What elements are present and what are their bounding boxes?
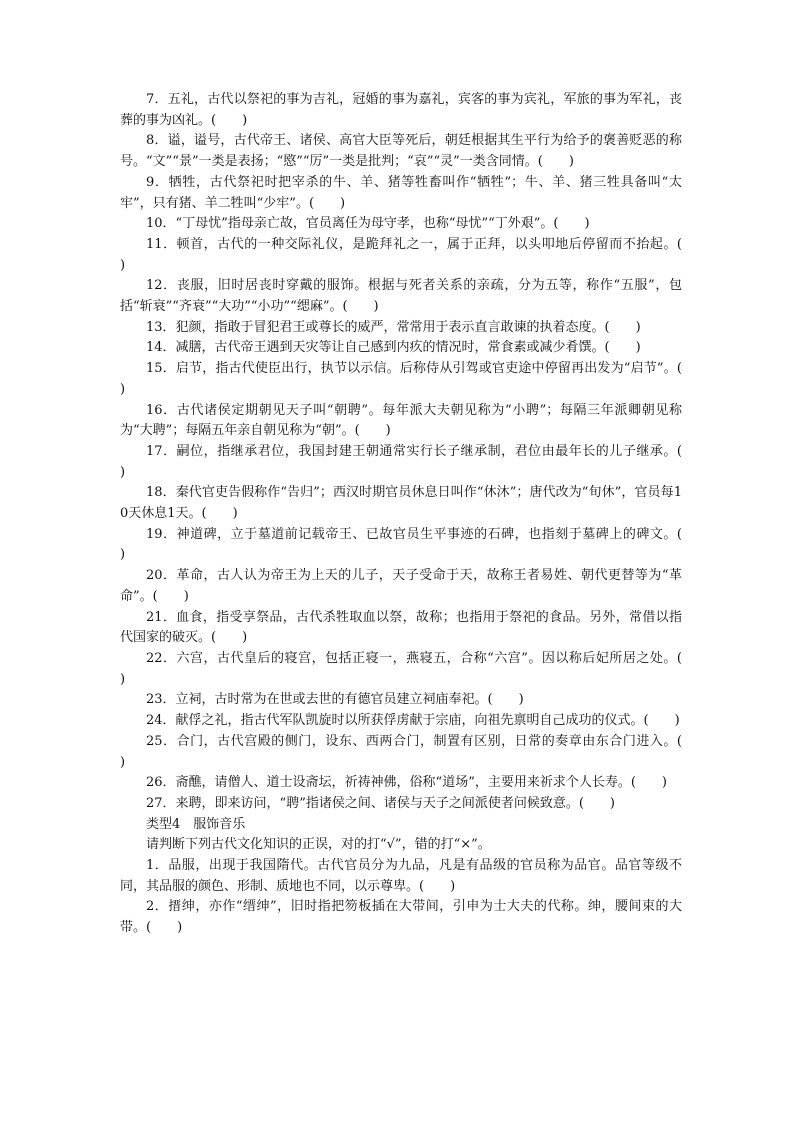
item-25-gemen: 25．合门，古代宫殿的侧门，设东、西两合门，制置有区别，日常的奏章由东合门进入。( ) [120,733,709,770]
item-8-shi: 8．谥，谥号，古代帝王、诸侯、高官大臣等死后，朝廷根据其生平行为给予的褒善贬恶的称号。“文”“景”一类是表扬；“愍”“厉”一类是批判；“哀”“灵”一类含同情。( ) [120,133,682,170]
item-21-xueshi: 21．血食，指受享祭品，古代杀牲取血以祭，故称；也指用于祭祀的食品。另外，常借以指代国家的破灭。( ) [120,609,682,646]
item-1-pinfu: 1．品服，出现于我国隋代。古代官员分为九品，凡是有品级的官员称为品官。品官等级不同，其品服的颜色、形制、质地也不同，以示尊卑。( ) [120,858,682,894]
item-2-jinshen: 2．搢绅，亦作“缙绅”，旧时指把笏板插在大带间，引申为士大夫的代称。绅，腰间束的大带。( ) [120,899,682,936]
item-14-jianshan: 14．减膳，古代帝王遇到天灾等让自己感到内疚的情况时，常食素或减少肴馔。( ) [146,340,641,356]
item-18-gaogui: 18．秦代官吏告假称作“告归”；西汉时期官员休息日叫作“休沐”；唐代改为“旬休”，官员每10天休息1天。( ) [120,485,682,522]
item-17-siwei: 17．嗣位，指继承君位，我国封建王朝通常实行长子继承制，君位由最年长的儿子继承。( ) [120,443,709,480]
item-10-dingmuyou: 10．“丁母忧”指母亲亡故，官员离任为母守孝，也称“母忧”“丁外艰”。( ) [146,216,590,232]
item-7-wuli: 7．五礼，古代以祭祀的事为吉礼，冠婚的事为嘉礼，宾客的事为宾礼，军旅的事为军礼，丧葬的事为凶礼。( ) [120,92,682,128]
item-24-xianfu: 24．献俘之礼，指古代军队凯旋时以所获俘虏献于宗庙，向祖先禀明自己成功的仪式。( ) [146,713,680,729]
item-13-fanyan: 13．犯颜，指敢于冒犯君王或尊长的威严，常常用于表示直言敢谏的执着态度。( ) [146,319,641,335]
item-12-sangfu: 12．丧服，旧时居丧时穿戴的服饰。根据与死者关系的亲疏，分为五等，称作“五服”，包括“斩衰”“齐衰”“大功”“小功”“缌麻”。( ) [120,278,682,315]
item-23-lici: 23．立祠，古时常为在世或去世的有德官员建立祠庙奉祀。( ) [146,692,524,708]
section-instruction: 请判断下列古代文化知识的正误，对的打“√”，错的打“×”。 [146,837,491,853]
item-9-xisheng: 9．牺牲，古代祭祀时把宰杀的牛、羊、猪等牲畜叫作“牺牲”；牛、羊、猪三牲具备叫“太牢”，只有猪、羊二牲叫“少牢”。( ) [120,174,682,211]
item-22-liugong: 22．六宫，古代皇后的寝宫，包括正寝一，燕寝五，合称“六宫”。因以称后妃所居之处。( ) [120,650,709,687]
document-page [120,90,709,939]
item-26-zhaijiao: 26．斋醮，请僧人、道士设斋坛，祈祷神佛，俗称“道场”，主要用来祈求个人长寿。( ) [146,775,667,791]
item-19-shendaobei: 19．神道碑，立于墓道前记载帝王、已故官员生平事迹的石碑，也指刻于墓碑上的碑文。( ) [120,526,709,563]
section-heading-type4: 类型4 服饰音乐 [146,816,246,832]
item-27-laipin: 27．来聘，即来访问，“聘”指诸侯之间、诸侯与天子之间派使者问候致意。( ) [146,795,615,811]
item-11-dunshou: 11．顿首，古代的一种交际礼仪，是跪拜礼之一，属于正拜，以头叩地后停留而不抬起。( ) [120,236,709,273]
item-16-chaopin: 16．古代诸侯定期朝见天子叫“朝聘”。每年派大夫朝见称为“小聘”；每隔三年派卿朝见称为“大聘”；每隔五年亲自朝见称为“朝”。( ) [120,402,682,439]
item-20-geming: 20．革命，古人认为帝王为上天的儿子，天子受命于天，故称王者易姓、朝代更替等为“革命”。( ) [120,568,682,604]
item-15-qijie: 15．启节，指古代使臣出行，执节以示信。后称侍从引驾或官吏途中停留再出发为“启节”。( ) [120,361,709,397]
